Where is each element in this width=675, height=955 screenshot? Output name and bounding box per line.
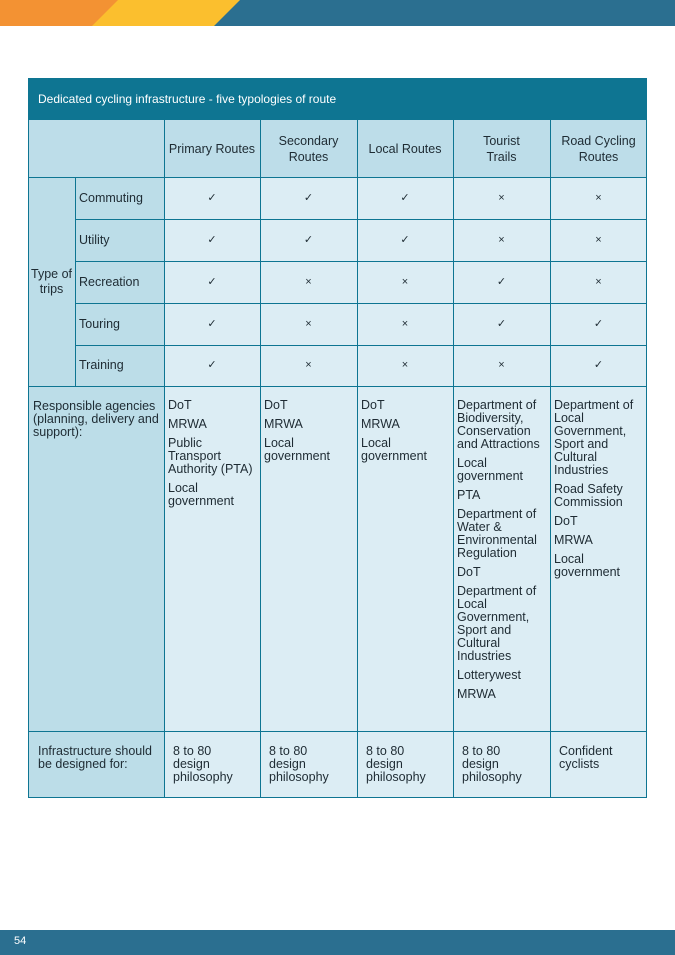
- responsible-agencies-label: Responsible agencies (planning, delivery and support):: [28, 386, 164, 731]
- grid-line: [28, 386, 647, 387]
- check-mark: ✓: [453, 303, 550, 345]
- agency-item: Department of Local Government, Sport and Cultural Industries: [457, 584, 537, 663]
- type-of-trips-label: Type of trips: [28, 177, 75, 386]
- cross-mark: ×: [357, 345, 453, 386]
- agency-item: DoT: [554, 514, 578, 528]
- cross-mark: ×: [453, 219, 550, 261]
- grid-line: [75, 303, 647, 304]
- cross-mark: ×: [260, 303, 357, 345]
- page-number: 54: [14, 935, 27, 947]
- cross-mark: ×: [357, 261, 453, 303]
- grid-line: [550, 120, 551, 798]
- design-road-cycling: Confident cyclists: [550, 731, 647, 798]
- agencies-tourist: [453, 386, 550, 731]
- grid-line: [75, 177, 76, 386]
- agency-item: Lotterywest: [457, 668, 521, 682]
- trip-row-label: Utility: [75, 219, 164, 261]
- agency-item: PTA: [457, 488, 481, 502]
- grid-line: [75, 261, 647, 262]
- check-mark: ✓: [164, 219, 260, 261]
- agency-item: MRWA: [457, 687, 496, 701]
- column-header-road-cycling: Road Cycling Routes: [550, 120, 647, 177]
- agency-item: Local government: [361, 436, 428, 463]
- agency-item: Local government: [168, 481, 235, 508]
- cycling-typologies-table: [28, 78, 647, 798]
- cross-mark: ×: [550, 177, 647, 219]
- agency-item: Local government: [554, 552, 621, 579]
- check-mark: ✓: [357, 177, 453, 219]
- design-primary: 8 to 80 design philosophy: [164, 731, 260, 798]
- trip-row-label: Commuting: [75, 177, 164, 219]
- agency-item: Local government: [457, 456, 524, 483]
- top-decorative-band: [0, 0, 675, 26]
- column-header-primary: Primary Routes: [164, 120, 260, 177]
- agency-item: MRWA: [168, 417, 207, 431]
- grid-line: [28, 731, 647, 732]
- agency-item: Local government: [264, 436, 331, 463]
- check-mark: ✓: [164, 303, 260, 345]
- footer-band: [0, 930, 675, 955]
- trip-row-label: Training: [75, 345, 164, 386]
- check-mark: ✓: [550, 303, 647, 345]
- trip-row-label: Touring: [75, 303, 164, 345]
- agencies-road-cycling: [550, 386, 647, 731]
- table-title: Dedicated cycling infrastructure - five typologies of route: [28, 78, 647, 120]
- agencies-secondary: [260, 386, 357, 731]
- grid-line: [75, 219, 647, 220]
- design-local: 8 to 80 design philosophy: [357, 731, 453, 798]
- agency-item: DoT: [457, 565, 481, 579]
- check-mark: ✓: [164, 345, 260, 386]
- agencies-primary: [164, 386, 260, 731]
- cross-mark: ×: [453, 177, 550, 219]
- check-mark: ✓: [164, 177, 260, 219]
- agency-item: DoT: [168, 398, 192, 412]
- check-mark: ✓: [260, 219, 357, 261]
- design-secondary: 8 to 80 design philosophy: [260, 731, 357, 798]
- agency-item: MRWA: [264, 417, 303, 431]
- grid-line: [357, 120, 358, 798]
- agency-item: Department of Local Government, Sport and Cultural Industries: [554, 398, 634, 477]
- column-header-tourist: Tourist Trails: [453, 120, 550, 177]
- check-mark: ✓: [357, 219, 453, 261]
- agency-item: DoT: [361, 398, 385, 412]
- grid-line: [28, 177, 647, 178]
- grid-line: [260, 120, 261, 798]
- agency-item: Road Safety Commission: [554, 482, 623, 509]
- cross-mark: ×: [550, 261, 647, 303]
- cross-mark: ×: [453, 345, 550, 386]
- grid-line: [164, 120, 165, 798]
- cross-mark: ×: [550, 219, 647, 261]
- header-empty-cell: [28, 120, 164, 177]
- check-mark: ✓: [550, 345, 647, 386]
- agency-item: DoT: [264, 398, 288, 412]
- trip-row-label: Recreation: [75, 261, 164, 303]
- grid-line: [75, 345, 647, 346]
- check-mark: ✓: [164, 261, 260, 303]
- column-header-local: Local Routes: [357, 120, 453, 177]
- grid-line: [453, 120, 454, 798]
- agency-item: MRWA: [554, 533, 593, 547]
- design-for-label: Infrastructure should be designed for:: [28, 731, 164, 798]
- agencies-local: [357, 386, 453, 731]
- agency-item: Department of Biodiversity, Conservation and Attractions: [457, 398, 540, 451]
- agency-item: MRWA: [361, 417, 400, 431]
- agency-item: Department of Water & Environmental Regulation: [457, 507, 537, 560]
- design-tourist: 8 to 80 design philosophy: [453, 731, 550, 798]
- cross-mark: ×: [260, 261, 357, 303]
- check-mark: ✓: [453, 261, 550, 303]
- cross-mark: ×: [260, 345, 357, 386]
- check-mark: ✓: [260, 177, 357, 219]
- cross-mark: ×: [357, 303, 453, 345]
- agency-item: Public Transport Authority (PTA): [168, 436, 253, 476]
- column-header-secondary: Secondary Routes: [260, 120, 357, 177]
